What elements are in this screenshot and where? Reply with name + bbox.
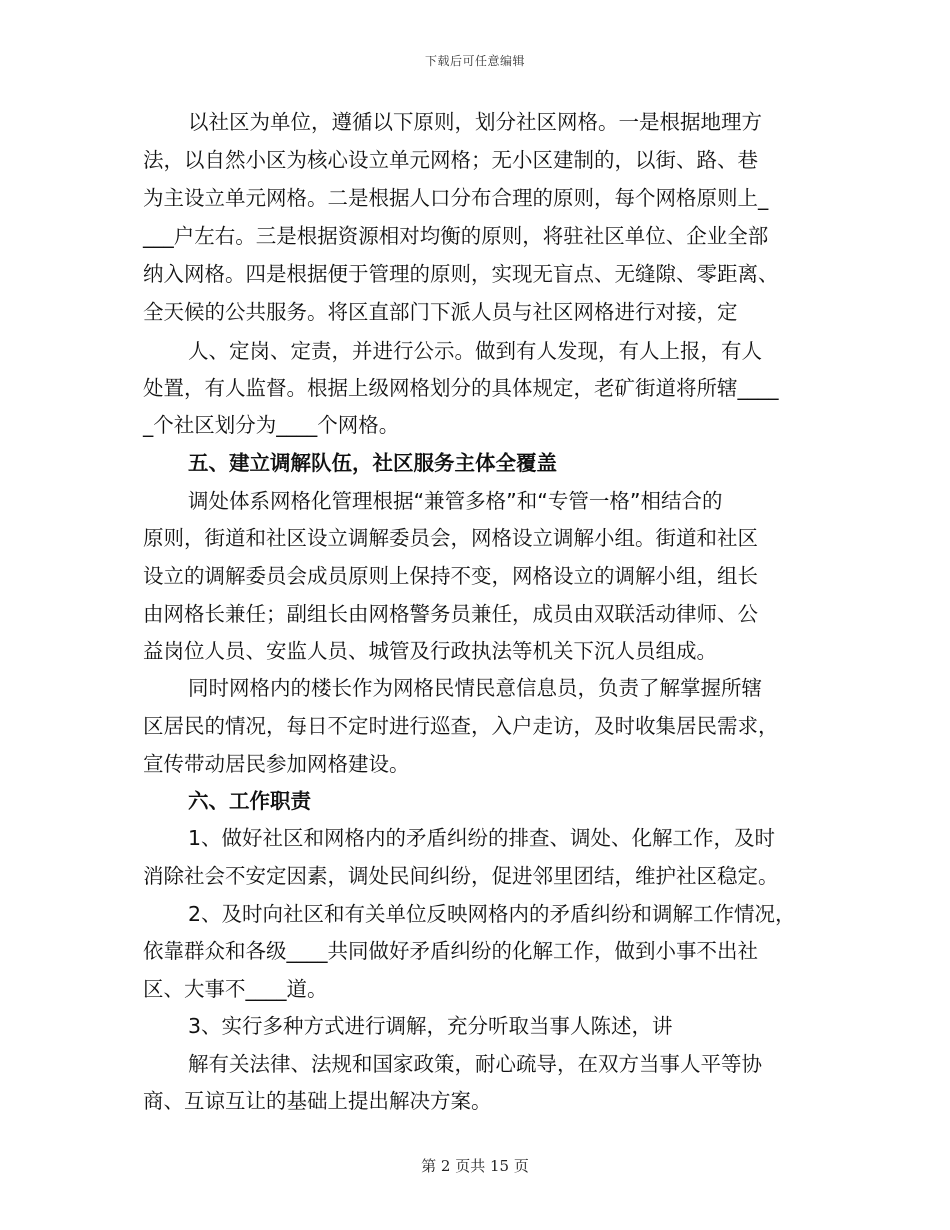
paragraph-line: 由网格长兼任；副组长由网格警务员兼任，成员由双联活动律师、公 bbox=[143, 602, 758, 626]
paragraph-line: 为主设立单元网格。二是根据人口分布合理的原则，每个网格原则上_ bbox=[143, 186, 769, 210]
section-heading: 五、建立调解队伍，社区服务主体全覆盖 bbox=[188, 451, 557, 475]
paragraph-line: _个社区划分为____个网格。 bbox=[143, 413, 400, 437]
paragraph-line: 法，以自然小区为核心设立单元网格；无小区建制的，以街、路、巷 bbox=[143, 148, 758, 172]
paragraph-line: 原则，街道和社区设立调解委员会，网格设立调解小组。街道和社区 bbox=[143, 526, 758, 550]
paragraph-line: 商、互谅互让的基础上提出解决方案。 bbox=[143, 1089, 492, 1113]
paragraph-line: 区居民的情况，每日不定时进行巡查，入户走访，及时收集居民需求， bbox=[143, 714, 779, 738]
paragraph-line: 消除社会不安定因素，调处民间纠纷，促进邻里团结，维护社区稳定。 bbox=[143, 864, 779, 888]
paragraph-line: 区、大事不____道。 bbox=[143, 977, 328, 1001]
paragraph-line: 人、定岗、定责，并进行公示。做到有人发现，有人上报，有人 bbox=[188, 339, 762, 363]
paragraph-line: 3、实行多种方式进行调解，充分听取当事人陈述，讲 bbox=[188, 1014, 673, 1038]
paragraph-line: 设立的调解委员会成员原则上保持不变，网格设立的调解小组，组长 bbox=[143, 564, 758, 588]
paragraph-line: 纳入网格。四是根据便于管理的原则，实现无盲点、无缝隙、零距离、 bbox=[143, 262, 779, 286]
paragraph-line: 依靠群众和各级____共同做好矛盾纠纷的化解工作，做到小事不出社 bbox=[143, 939, 758, 963]
paragraph-line: 2、及时向社区和有关单位反映网格内的矛盾纠纷和调解工作情况， bbox=[188, 902, 796, 926]
paragraph-line: ___户左右。三是根据资源相对均衡的原则，将驻社区单位、企业全部 bbox=[143, 224, 769, 248]
page-footer: 第 2 页共 15 页 bbox=[421, 1157, 529, 1175]
paragraph-line: 1、做好社区和网格内的矛盾纠纷的排查、调处、化解工作，及时 bbox=[188, 826, 776, 850]
paragraph-line: 全天候的公共服务。将区直部门下派人员与社区网格进行对接，定 bbox=[143, 300, 738, 324]
paragraph-line: 以社区为单位，遵循以下原则，划分社区网格。一是根据地理方 bbox=[188, 110, 762, 134]
page-header: 下载后可任意编辑 bbox=[424, 54, 525, 68]
paragraph-line: 益岗位人员、安监人员、城管及行政执法等机关下沉人员组成。 bbox=[143, 639, 717, 663]
paragraph-line: 处置，有人监督。根据上级网格划分的具体规定，老矿街道将所辖____ bbox=[143, 376, 779, 400]
section-heading: 六、工作职责 bbox=[188, 789, 311, 813]
paragraph-line: 调处体系网格化管理根据“兼管多格”和“专管一格”相结合的 bbox=[188, 489, 723, 513]
paragraph-line: 宣传带动居民参加网格建设。 bbox=[143, 752, 410, 776]
paragraph-line: 同时网格内的楼长作为网格民情民意信息员，负责了解掌握所辖 bbox=[188, 676, 762, 700]
paragraph-line: 解有关法律、法规和国家政策，耐心疏导，在双方当事人平等协 bbox=[188, 1052, 762, 1076]
